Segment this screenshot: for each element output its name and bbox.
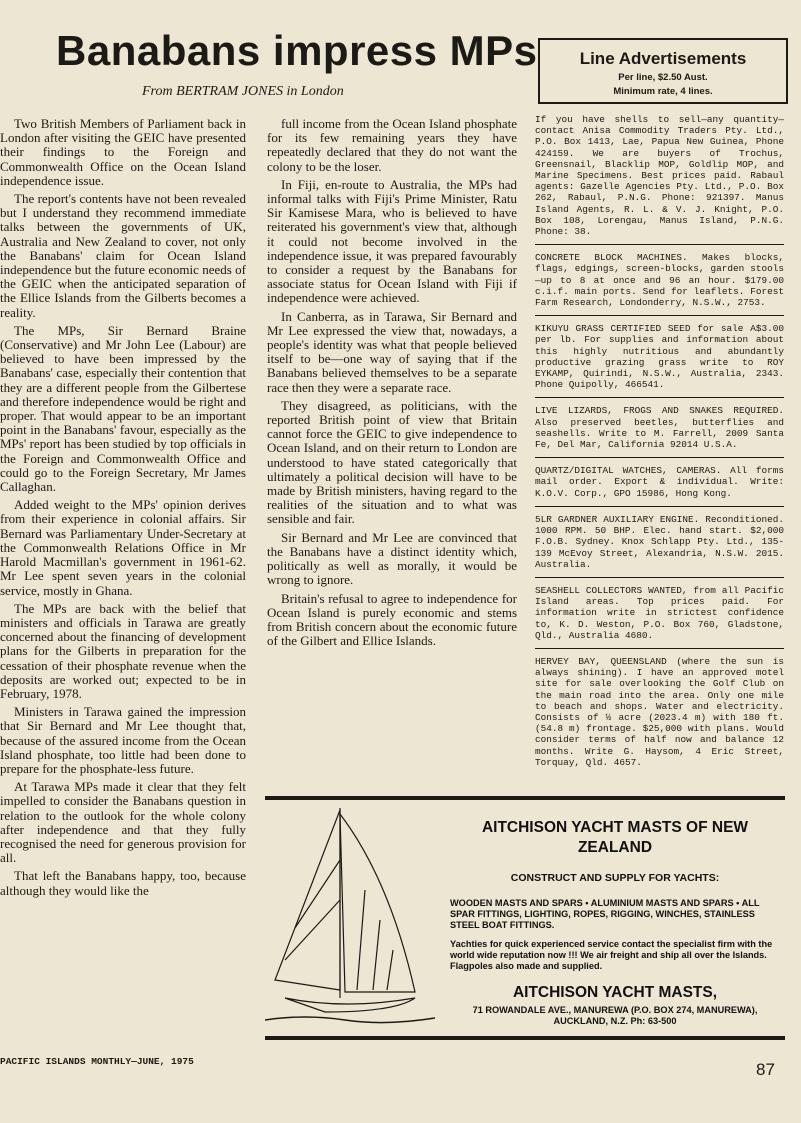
line-ads-list [535, 114, 784, 782]
paragraph: In Fiji, en-route to Australia, the MPs had informal talks with Fiji's Prime Minister, Ratu Sir Kamisese Mara, who is believed to have reiterated his government's view that, although it could not become involved in the independence issue, it was prepared favourably to consider a request by the Banabans for associate status for Ocean Island with Fiji if independence were achieved. [267, 176, 517, 306]
page-number: 87 [756, 1060, 775, 1079]
yacht-ad-company: AITCHISON YACHT MASTS, [512, 984, 718, 1001]
article-column-2 [267, 117, 517, 652]
line-ad: LIVE LIZARDS, FROGS AND SNAKES REQUIRED. Also preserved beetles, butterflies and seashells. Write to M. Farrell, 2009 Santa Fe, Del Mar, California 92014 U.S.A. [535, 405, 784, 458]
line-ad: KIKUYU GRASS CERTIFIED SEED for sale A$3.00 per lb. For supplies and information about this highly nutritious and abundantly productive grazing grass write to ROY EYKAMP, Quirindi, N.S.W., Australia, 2343. Phone Quipolly, 466541. [535, 323, 784, 398]
paragraph: Sir Bernard and Mr Lee are convinced that the Banabans have a distinct identity which, politically as well as morally, it would be wrong to ignore. [267, 529, 517, 588]
yacht-ad-address: 71 ROWANDALE AVE., MANUREWA (P.O. BOX 274, MANUREWA), AUCKLAND, N.Z. Ph: 63-500 [472, 1005, 758, 1026]
yacht-ad-title: AITCHISON YACHT MASTS OF NEW ZEALAND [481, 819, 749, 856]
article-column-1 [0, 117, 246, 902]
line-ad: CONCRETE BLOCK MACHINES. Makes blocks, flags, edgings, screen-blocks, garden stools—up to 8 at once and 96 an hour. $179.00 c.i.f. main ports. Send for leaflets. Forest Farm Research, Londonderry, N.S.W., 2753. [535, 252, 784, 316]
paragraph: The report's contents have not been revealed but I understand they recommend immediate talks between the governments of UK, Australia and New Zealand to cover, not only the Banabans' claim for Ocean Island independence but the future economic needs of the GEIC when the anticipated separation of the Ellice Islands from the Gilberts becomes a reality. [0, 191, 246, 320]
line-ads-header [538, 38, 788, 104]
paragraph: The MPs are back with the belief that ministers and officials in Tarawa are greatly concerned about the financing of development plans for the Gilberts in preparation for the cessation of their phosphate revenue when the deposits are worked out; expected to be in February, 1978. [0, 600, 246, 701]
paragraph: At Tarawa MPs made it clear that they felt impelled to consider the Banabans question in relation to the outlook for the whole colony after independence and that they fully recognised the need for generous provision for all. [0, 779, 246, 866]
yacht-ad-pitch: Yachties for quick experienced service contact the specialist firm with the world wide reputation now !!! We air freight and ship all over the Islands. Flagpoles also made and supplied. [450, 939, 773, 971]
line-ads-minimum: Minimum rate, 4 lines. [613, 86, 713, 97]
byline: From BERTRAM JONES in London [142, 84, 344, 99]
yacht-ad-products: WOODEN MASTS AND SPARS • ALUMINIUM MASTS AND SPARS • ALL SPAR FITTINGS, LIGHTING, ROPES, RIGGING, WINCHES, STAINLESS STEEL BOAT FITTINGS. [450, 898, 760, 930]
line-ads-title: Line Advertisements [579, 49, 747, 68]
paragraph: Added weight to the MPs' opinion derives from their experience in colonial affairs. Sir Bernard was Parliamentary Under-Secretary at the Commonwealth Relations Office in Mr Harold Macmillan's government in 1961-62. Mr Lee spent seven years in the colonial service, mostly in Ghana. [0, 497, 246, 598]
yacht-ad-subtitle: CONSTRUCT AND SUPPLY FOR YACHTS: [510, 872, 720, 884]
paragraph: That left the Banabans happy, too, because although they would like the [0, 868, 246, 898]
paragraph: They disagreed, as politicians, with the reported British point of view that Britain cannot force the GEIC to give independence to Ocean Island, and on their return to London are understood to have stated categorically that ultimately a political decision will have to be made by British ministers, having regard to the realities of the situation and to what was sensible and fair. [267, 397, 517, 527]
line-ad: HERVEY BAY, QUEENSLAND (where the sun is always shining). I have an approved motel site for sale overlooking the Golf Club on the main road into the area. Only one mile to beach and shops. Water and electricity. Consists of ½ acre (2023.4 m) with 180 ft. (54.8 m) frontage. $25,000 with plans. Would consider terms of half now and balance 12 months. Write G. Haysom, 4 Eric Street, Torquay, Qld. 4657. [535, 655, 784, 768]
yacht-ad [265, 800, 785, 1025]
headline: Banabans impress MPs [56, 27, 538, 74]
paragraph: The MPs, Sir Bernard Braine (Conservative) and Mr John Lee (Labour) are believed to have been impressed by the Banabans' case, especially their contention that they are a different people from the Gilbertese and therefore independence would be right and proper. That would appear to be an important point in the Banabans' favour, especially as the MPs' report has been studied by top officials in the Foreign and Commonwealth Office and could go to the Foreign Secretary, Mr James Callaghan. [0, 322, 246, 495]
paragraph: Ministers in Tarawa gained the impression that Sir Bernard and Mr Lee thought that, because of the assured income from the Ocean Island phosphate, too little had been done to prepare for the phosphate-less future. [0, 704, 246, 776]
line-ad: If you have shells to sell—any quantity—contact Anisa Commodity Traders Pty. Ltd., P.O. Box 1413, Lae, Papua New Guinea, Phone 424159. We are buyers of Trochus, Greensnail, Blacklip MOP, Goldlip MOP, and Marine Specimens. Best prices paid. Rabaul agents: Gazelle Agencies Pty. Ltd., P.O. Box 262, Rabaul, P.N.G. Phone: 921397. Manus Island Agents, R. L. & V. J. Knight, P.O. Box 108, Lorengau, Manus Island, P.N.G. Phone: 38. [535, 114, 784, 245]
yacht-ad-text [450, 818, 780, 1027]
divider-bottom [265, 1036, 785, 1040]
paragraph: full income from the Ocean Island phosphate for its few remaining years they have repeatedly declared that they do not want the colony to be the loser. [267, 116, 517, 174]
paragraph: Two British Members of Parliament back in London after visiting the GEIC have presented their findings to the Foreign and Commonwealth Office on the Ocean Island independence issue. [0, 116, 246, 188]
sailboat-illustration [265, 800, 435, 1025]
paragraph: In Canberra, as in Tarawa, Sir Bernard and Mr Lee expressed the view that, nowadays, a people's identity was what that people believed itself to be—one way of saying that if the Banabans believed themselves to be a separate race then they were a separate race. [267, 308, 517, 395]
line-ad: SEASHELL COLLECTORS WANTED, from all Pacific Island areas. Top prices paid. For information write in strictest confidence to, K. D. Weston, P.O. Box 760, Gladstone, Qld., Australia 4680. [535, 585, 784, 649]
line-ad: 5LR GARDNER AUXILIARY ENGINE. Reconditioned. 1000 RPM. 50 BHP. Elec. hand start. $2,000 F.O.B. Sydney. Knox Schlapp Pty. Ltd., 135-139 McEvoy Street, Alexandria, N.S.W. 2015. Australia. [535, 514, 784, 578]
line-ads-rate: Per line, $2.50 Aust. [618, 72, 708, 83]
publication-footer: PACIFIC ISLANDS MONTHLY—JUNE, 1975 [0, 1056, 194, 1067]
paragraph: Britain's refusal to agree to independence for Ocean Island is purely economic and stems from British concern about the economic future of the Gilbert and Ellice Islands. [267, 590, 517, 649]
line-ad: QUARTZ/DIGITAL WATCHES, CAMERAS. All forms mail order. Export & individual. Write: K.O.V. Corp., GPO 15986, Hong Kong. [535, 465, 784, 507]
